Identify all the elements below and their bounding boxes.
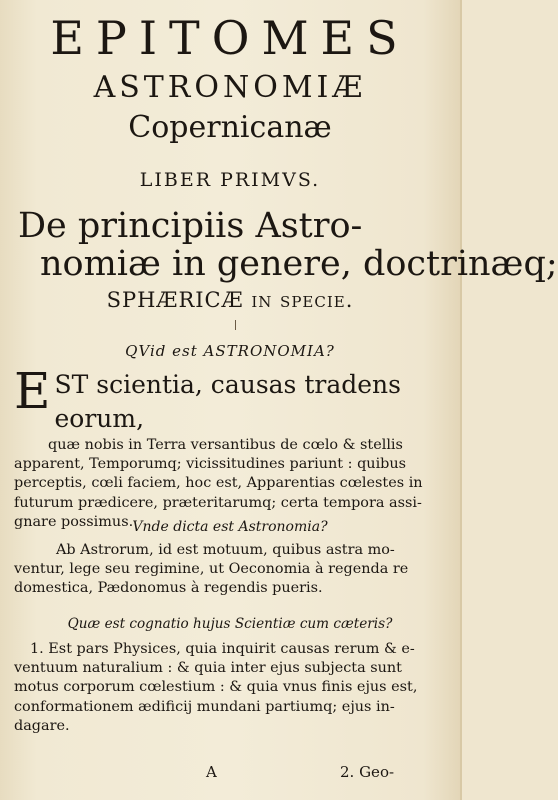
chapter-heading-line-1: De principiis Astro- [18,206,363,246]
book-heading: LIBER PRIMVS. [139,169,321,191]
paragraph-1-line: perceptis, cœli faciem, hoc est, Apparentias cœlestes in [14,475,423,492]
chapter-heading-line-2: nomiæ in genere, doctrinæq; [40,244,558,284]
title-astronomiae: ASTRONOMIÆ [93,70,367,105]
paragraph-1-line: quæ nobis in Terra versantibus de cœlo & stellis [48,437,403,453]
paragraph-2-line: Ab Astrorum, id est motuum, quibus astra mo- [56,542,395,558]
signature-mark: A [206,763,217,781]
paragraph-1 [14,362,444,532]
paragraph-1-first-line: ST scientia, causas tradens eorum, [54,370,401,433]
paragraph-3-line: 1. Est pars Physices, quia inquirit causas rerum & e- [30,641,415,657]
title-copernicanae: Copernicanæ [128,110,332,145]
paragraph-3-line: ventuum naturalium : & quia inter ejus subjecta sunt [14,660,402,677]
paragraph-3-line: dagare. [14,717,70,734]
paragraph-1-line: gnare possimus. [14,513,134,530]
paragraph-3-line: motus corporum cœlestium : & quia vnus finis ejus est, [14,679,418,696]
question-1: QVid est ASTRONOMIA? [125,342,335,360]
printer-mark [235,320,236,330]
paragraph-1-line: apparent, Temporumq; vicissitudines pariunt : quibus [14,456,407,473]
paragraph-3 [14,640,446,736]
paragraph-3-line: conformationem ædificij mundani partiumq; ejus in- [14,698,395,715]
paragraph-1-line: futurum prædicere, præteritarumq; certa tempora assi- [14,494,422,511]
question-2: Vnde dicta est Astronomia? [132,519,328,535]
catchword: 2. Geo- [340,763,395,781]
question-3: Quæ est cognatio hujus Scientiæ cum cæteris? [67,616,393,632]
drop-capital: E [14,362,51,420]
chapter-heading [18,206,558,315]
paragraph-2-line: ventur, lege seu regimine, ut Oeconomia à regenda re [14,561,409,578]
title-epitomes: EPITOMES [50,11,410,65]
chapter-heading-line-3: SPHÆRICÆ in specie. [106,288,354,312]
paragraph-2-line: domestica, Pædonomus à regendis pueris. [14,580,323,597]
paragraph-2 [14,541,446,599]
